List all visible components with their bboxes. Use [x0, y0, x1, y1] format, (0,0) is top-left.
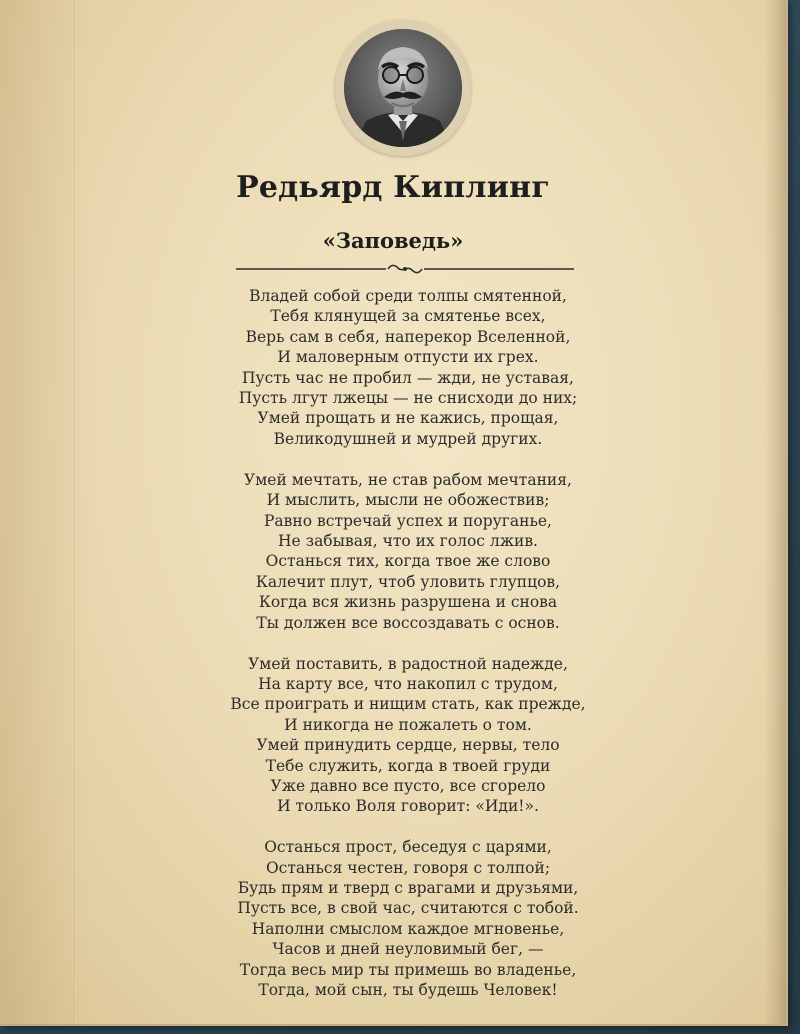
poem-line: Пусть час не пробил — жди, не уставая, — [242, 368, 574, 387]
poem-line: Умей мечтать, не став рабом мечтания, — [244, 470, 572, 489]
poem-line: Владей собой среди толпы смятенной, — [249, 287, 567, 305]
poem-line: И только Воля говорит: «Иди!». — [277, 797, 539, 816]
poem-line: Уже давно все пусто, все сгорело — [270, 776, 546, 795]
poem-line: Ты должен все воссоздавать с основ. — [256, 613, 560, 632]
poem-line: Тогда весь мир ты примешь во владенье, — [239, 960, 577, 979]
poem-line: Тогда, мой сын, ты будешь Человек! — [258, 981, 558, 1000]
poem-line: Умей прощать и не кажись, прощая, — [257, 409, 559, 428]
poem-stanza — [0, 654, 788, 817]
poem-line: Останься прост, беседуя с царями, — [264, 838, 552, 857]
poem-line: Наполни смыслом каждое мгновенье, — [251, 919, 565, 938]
author-portrait-image — [344, 29, 462, 147]
poem-line: Будь прям и тверд с врагами и друзьями, — [237, 879, 579, 898]
poem-line: И маловерным отпусти их грех. — [277, 348, 539, 367]
poem-line: Когда вся жизнь разрушена и снова — [258, 593, 558, 612]
ornamental-divider — [236, 262, 574, 276]
poem-line: Тебе служить, когда в твоей груди — [265, 756, 551, 775]
poem-line: Умей поставить, в радостной надежде, — [248, 654, 568, 673]
author-name: Редьярд Киплинг — [236, 170, 550, 205]
poem-line: Умей принудить сердце, нервы, тело — [256, 736, 560, 755]
poem-line: Великодушней и мудрей других. — [273, 429, 543, 448]
poem-line: И мыслить, мысли не обожествив; — [266, 491, 550, 510]
poem-title: «Заповедь» — [322, 228, 464, 253]
poem-line: И никогда не пожалеть о том. — [284, 715, 532, 734]
poem-line: Пусть все, в свой час, считаются с тобой. — [237, 899, 579, 918]
poem-line: Равно встречай успех и поруганье, — [264, 511, 552, 530]
poem-stanza — [0, 837, 788, 1000]
poem-line: Останься честен, говоря с толпой; — [265, 858, 551, 877]
poem-line: Не забывая, что их голос лжив. — [278, 531, 538, 550]
poem-line: Часов и дней неуловимый бег, — — [272, 940, 544, 959]
poem-line: Все проиграть и нищим стать, как прежде, — [230, 695, 586, 714]
poem-line: На карту все, что накопил с трудом, — [258, 674, 558, 693]
poem-line: Верь сам в себя, наперекор Вселенной, — [245, 327, 571, 346]
poem-line: Пусть лгут лжецы — не снисходи до них; — [238, 389, 578, 408]
poem-line: Калечит плут, чтоб уловить глупцов, — [255, 572, 561, 591]
poem-stanza — [0, 286, 788, 449]
author-portrait — [344, 29, 462, 147]
poem-stanza — [0, 470, 788, 633]
poem-line: Останься тих, когда твое же слово — [265, 552, 551, 571]
poem-line: Тебя клянущей за смятенье всех, — [270, 307, 546, 326]
poem-body — [0, 286, 788, 1021]
